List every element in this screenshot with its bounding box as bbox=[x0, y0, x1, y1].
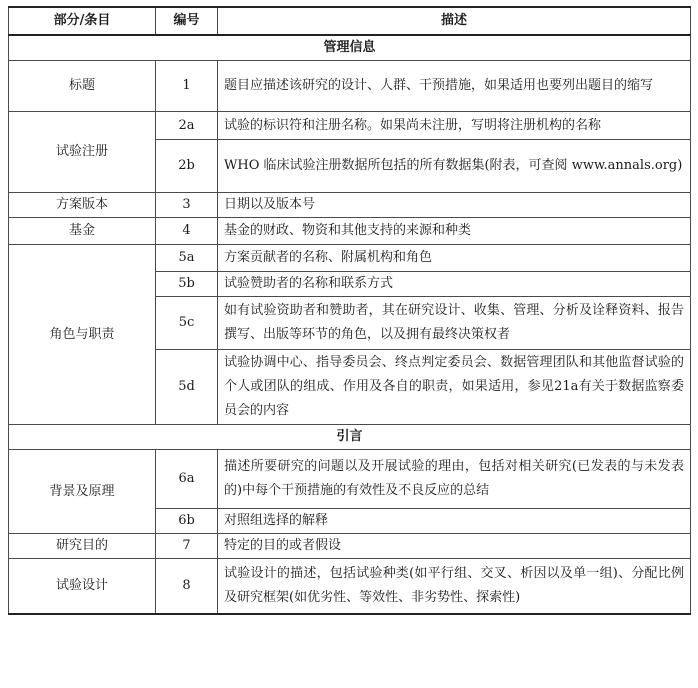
table-row bbox=[9, 245, 691, 272]
number-cell: 2a bbox=[156, 112, 218, 140]
number-cell: 6b bbox=[156, 509, 218, 534]
number-cell: 5c bbox=[156, 297, 218, 350]
table-row bbox=[9, 218, 691, 245]
number-cell: 3 bbox=[156, 193, 218, 218]
part-cell: 背景及原理 bbox=[9, 450, 156, 534]
spirit-checklist-table bbox=[8, 6, 691, 615]
table-row bbox=[9, 112, 691, 140]
header-number: 编号 bbox=[156, 7, 218, 35]
section-admin: 管理信息 bbox=[9, 35, 691, 61]
table-row bbox=[9, 61, 691, 112]
header-description: 描述 bbox=[218, 7, 691, 35]
description-cell: 题目应描述该研究的设计、人群、干预措施，如果适用也要列出题目的缩写 bbox=[218, 61, 691, 112]
number-cell: 5b bbox=[156, 272, 218, 297]
description-cell: 试验赞助者的名称和联系方式 bbox=[218, 272, 691, 297]
description-cell: 试验协调中心、指导委员会、终点判定委员会、数据管理团队和其他监督试验的个人或团队的组成、作用及各自的职责，如果适用，参见21a有关于数据监察委员会的内容 bbox=[218, 350, 691, 425]
description-cell: 试验设计的描述，包括试验种类(如平行组、交叉、析因以及单一组)、分配比例及研究框架(如优劣性、等效性、非劣势性、探索性) bbox=[218, 559, 691, 615]
table-row bbox=[9, 559, 691, 615]
description-cell: 日期以及版本号 bbox=[218, 193, 691, 218]
part-cell: 方案版本 bbox=[9, 193, 156, 218]
part-cell: 基金 bbox=[9, 218, 156, 245]
number-cell: 5d bbox=[156, 350, 218, 425]
section-intro: 引言 bbox=[9, 425, 691, 450]
part-cell: 研究目的 bbox=[9, 534, 156, 559]
table-row bbox=[9, 450, 691, 509]
number-cell: 4 bbox=[156, 218, 218, 245]
description-cell: 如有试验资助者和赞助者，其在研究设计、收集、管理、分析及诠释资料、报告撰写、出版等环节的角色，以及拥有最终决策权者 bbox=[218, 297, 691, 350]
section-row bbox=[9, 35, 691, 61]
description-cell: 基金的财政、物资和其他支持的来源和种类 bbox=[218, 218, 691, 245]
number-cell: 1 bbox=[156, 61, 218, 112]
description-cell: 方案贡献者的名称、附属机构和角色 bbox=[218, 245, 691, 272]
number-cell: 2b bbox=[156, 140, 218, 193]
table-row bbox=[9, 193, 691, 218]
part-cell: 标题 bbox=[9, 61, 156, 112]
description-cell: 特定的目的或者假设 bbox=[218, 534, 691, 559]
description-cell: 描述所要研究的问题以及开展试验的理由，包括对相关研究(已发表的与未发表的)中每个干预措施的有效性及不良反应的总结 bbox=[218, 450, 691, 509]
description-cell: 对照组选择的解释 bbox=[218, 509, 691, 534]
description-cell: 试验的标识符和注册名称。如果尚未注册，写明将注册机构的名称 bbox=[218, 112, 691, 140]
number-cell: 7 bbox=[156, 534, 218, 559]
part-cell: 角色与职责 bbox=[9, 245, 156, 425]
part-cell: 试验注册 bbox=[9, 112, 156, 193]
table-row bbox=[9, 534, 691, 559]
header-part: 部分/条目 bbox=[9, 7, 156, 35]
number-cell: 6a bbox=[156, 450, 218, 509]
number-cell: 8 bbox=[156, 559, 218, 615]
part-cell: 试验设计 bbox=[9, 559, 156, 615]
section-row bbox=[9, 425, 691, 450]
header-row bbox=[9, 7, 691, 35]
description-cell: WHO 临床试验注册数据所包括的所有数据集(附表，可查阅 www.annals.org) bbox=[218, 140, 691, 193]
number-cell: 5a bbox=[156, 245, 218, 272]
